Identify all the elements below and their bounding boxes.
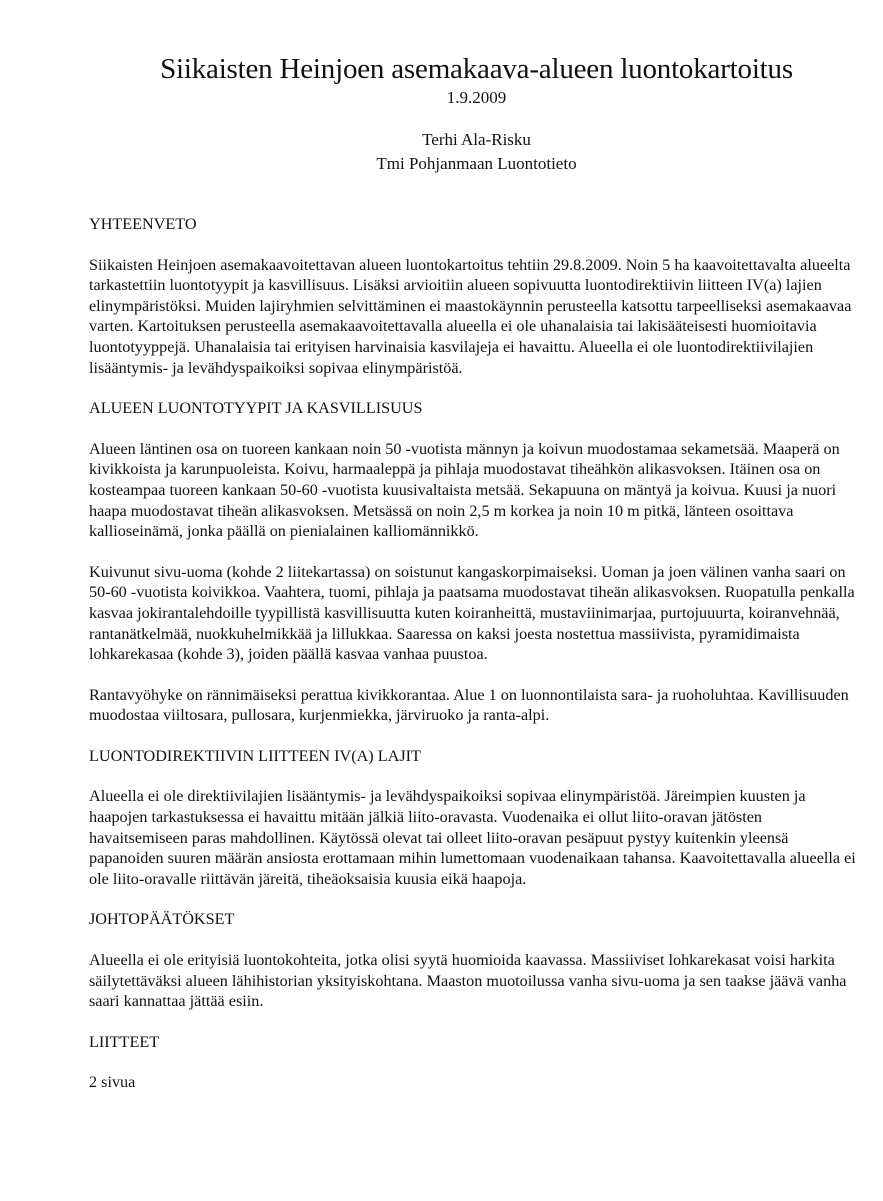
author-organization: Tmi Pohjanmaan Luontotieto: [376, 154, 577, 173]
conclusions-heading: JOHTOPÄÄTÖKSET: [89, 910, 235, 929]
document-body: [89, 214, 859, 1093]
directive-paragraph: Alueella ei ole direktiivilajien lisääntymis- ja levähdyspaikoiksi sopivaa elinympäristöä. Järeimpien kuusten ja haapojen tarkastuksessa ei havaittu mitään jälkiä liito-oravasta. Vuodenaika ei ollut liito-oravan jätösten havaitsemiseen paras mahdollinen. Käytössä olevat tai olleet liito-oravan pesäpuut pystyy kuitenkin yleensä papanoiden suuren määrän ansiosta erottamaan mihin lumettomaan vuodenaikaan tahansa. Kaavoitettavalla alueella ei ole liito-oravalle riittävän järeitä, tiheäoksaisia kuusia eikä haapoja.: [89, 787, 856, 888]
document-date: 1.9.2009: [446, 88, 507, 107]
habitat-heading: ALUEEN LUONTOTYYPIT JA KASVILLISUUS: [89, 399, 423, 418]
appendix-heading: LIITTEET: [89, 1032, 160, 1051]
author-block: [0, 128, 883, 176]
author-name: Terhi Ala-Risku: [422, 130, 531, 149]
summary-paragraph: Siikaisten Heinjoen asemakaavoitettavan alueen luontokartoitus tehtiin 29.8.2009. Noin 5 ha kaavoitettavalta alueelta tarkastettiin luontotyypit ja kasvillisuus. Lisäksi arvioitiin alueen sopivuutta luontodirektiivin liitteen IV(a) lajien elinympäristöksi. Muiden lajiryhmien selvittäminen ei maastokäynnin perusteella katsottu tarpeelliseksi asemakaavaa varten. Kartoituksen perusteella asemakaavoitettavalla alueella ei ole uhanalaisia tai lakisääteisesti huomioitavia luontotyyppejä. Uhanalaisia tai erityisen harvinaisia kasvilajeja ei havaittu. Alueella ei ole luontodirektiivilajien lisääntymis- ja levähdyspaikoiksi sopivaa elinympäristöä.: [89, 255, 852, 377]
habitat-paragraph-1: Alueen läntinen osa on tuoreen kankaan noin 50 -vuotista männyn ja koivun muodostamaa sekametsää. Maaperä on kivikkoista ja karunpuoleista. Koivu, harmaaleppä ja pihlaja muodostavat tiheähkön alikasvoksen. Itäinen osa on kosteampaa tuoreen kankaan 50-60 -vuotista kuusivaltaista metsää. Sekapuuna on mäntyä ja koivua. Kuusi ja nuori haapa muodostavat tiheän alikasvoksen. Metsässä on noin 2,5 m korkea ja noin 10 m pitkä, länteen osoittava kallioseinämä, jonka päällä on pienialainen kalliomännikkö.: [89, 439, 840, 541]
document-title: Siikaisten Heinjoen asemakaava-alueen luontokartoitus: [160, 53, 793, 85]
summary-heading: YHTEENVETO: [89, 215, 197, 233]
conclusions-paragraph: Alueella ei ole erityisiä luontokohteita, jotka olisi syytä huomioida kaavassa. Massiiviset lohkarekasat voisi harkita säilytettäväksi alueen lähihistorian yksityiskohtana. Maaston muotoilussa vanha sivu-uoma ja sen taakse jäävä vanha saari kannattaa jättää esiin.: [89, 951, 847, 1011]
appendix-pages: 2 sivua: [89, 1073, 136, 1092]
habitat-paragraph-3: Rantavyöhyke on rännimäiseksi perattua kivikkorantaa. Alue 1 on luonnontilaista sara- ja ruoholuhtaa. Kavillisuuden muodostaa viiltosara, pullosara, kurjenmiekka, järviruoko ja ranta-alpi.: [89, 685, 849, 725]
directive-heading: LUONTODIREKTIIVIN LIITTEEN IV(A) LAJIT: [89, 746, 421, 765]
habitat-paragraph-2: Kuivunut sivu-uoma (kohde 2 liitekartassa) on soistunut kangaskorpimaiseksi. Uoman ja joen välinen vanha saari on 50-60 -vuotista koivikkoa. Vaahtera, tuomi, pihlaja ja paatsama muodostavat tiheän alikasvoksen. Ruopatulla penkalla kasvaa jokirantalehdoille tyypillistä kasvillisuutta kuten koiranheittä, mustaviinimarjaa, purtojuuurta, koiranvehnää, rantanätkelmää, nuokkuhelmikkää ja lillukkaa. Saaressa on kaksi joesta nostettua massiivista, pyramidimaista lohkarekasaa (kohde 3), joiden päällä kasvaa vanhaa puustoa.: [89, 562, 855, 664]
